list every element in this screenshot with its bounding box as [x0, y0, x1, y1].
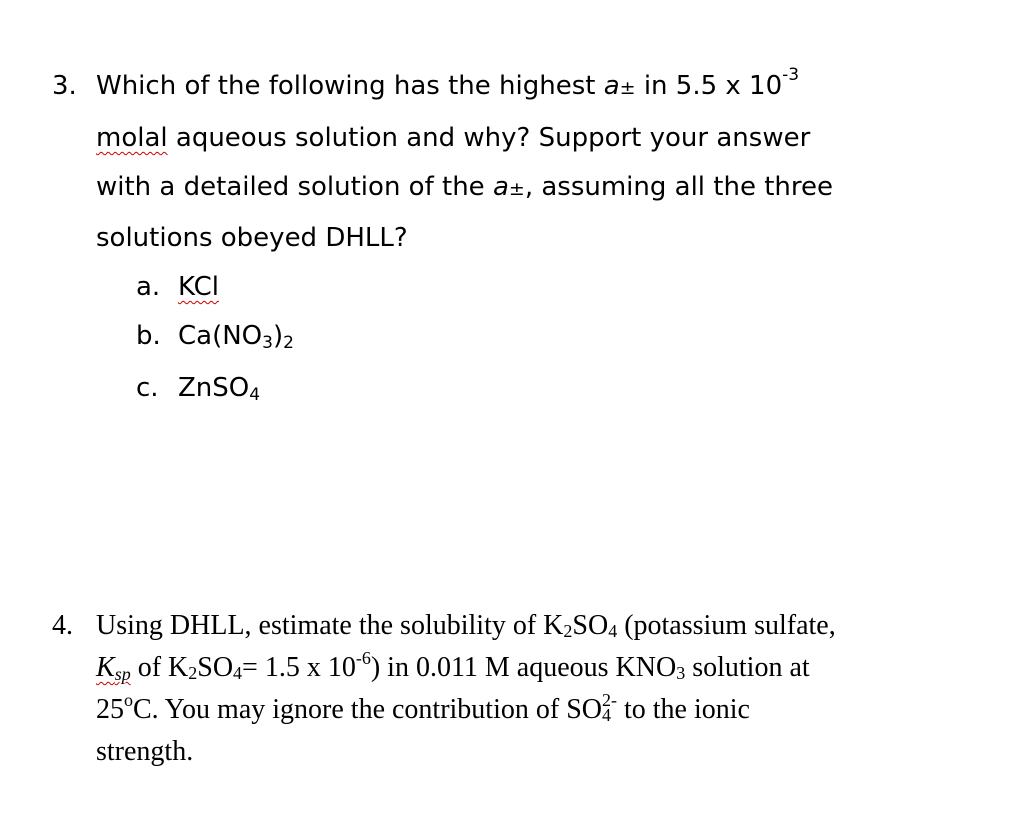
question-3-line-3	[52, 163, 992, 214]
question-4-line-4: strength.	[96, 736, 194, 767]
activity-symbol: a	[492, 172, 509, 202]
option-a	[52, 263, 992, 312]
question-text: with a detailed solution of the	[96, 172, 493, 202]
plus-minus-symbol: ±	[508, 178, 525, 200]
spellcheck-word: molal	[96, 123, 168, 153]
plus-minus-symbol: ±	[619, 77, 636, 99]
question-4-line-3: 25$^o$C. You may ignore the contribution of $SO_4^{2-}$ to the ionic	[96, 690, 750, 725]
question-3	[52, 62, 992, 416]
ksp-symbol: Ksp	[96, 652, 131, 684]
exponent: -3	[782, 65, 800, 85]
question-text: Which of the following has the highest	[96, 71, 604, 101]
question-text: in 5.5 x 10	[635, 71, 783, 101]
question-text: Using DHLL, estimate the solubility of K	[96, 610, 564, 641]
question-4-line-2: Ksp of $K_2SO_4= 1.5$ x $10^{-6}$) in 0.011 M aqueous $KNO_3$ solution at	[96, 648, 810, 684]
activity-symbol: a	[603, 71, 620, 101]
option-letter: b.	[136, 321, 161, 351]
option-text: $Ca(NO_3)_2$	[178, 321, 294, 353]
question-4-line-1: 4. Using DHLL, estimate the solubility of $K_2SO_4$ (potassium sulfate,	[52, 606, 992, 648]
question-3-line-4: solutions obeyed DHLL?	[96, 223, 408, 253]
question-4	[52, 606, 992, 772]
option-b	[52, 312, 992, 364]
option-text: KCl	[178, 272, 220, 302]
option-letter: c.	[136, 373, 159, 403]
question-number: 4.	[52, 610, 73, 641]
question-text: aqueous solution and why? Support your answer	[167, 123, 811, 153]
option-letter: a.	[136, 272, 161, 302]
question-3-line-1	[52, 62, 992, 114]
option-c	[52, 364, 992, 416]
question-3-line-2	[52, 114, 992, 163]
question-text: , assuming all the three	[524, 172, 834, 202]
option-text: ZnSO$_4$	[178, 373, 261, 405]
question-number: 3.	[52, 71, 77, 101]
